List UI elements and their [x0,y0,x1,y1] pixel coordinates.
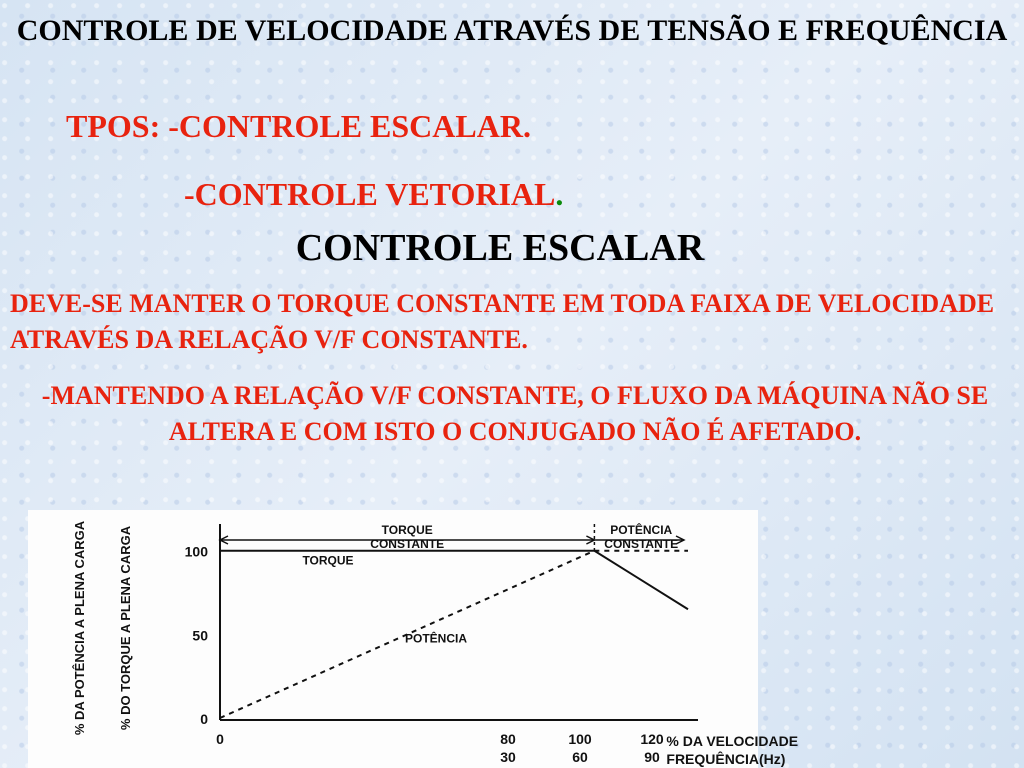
region-2-label-line-1: POTÊNCIA [610,523,673,537]
torque-power-chart [28,510,799,768]
region-2-label-line-2: CONSTANTE [604,537,679,551]
x-tick-label: 0 [216,731,224,747]
y-tick-label: 0 [200,711,208,727]
slide-title: CONTROLE DE VELOCIDADE ATRAVÉS DE TENSÃO E FREQUÊNCIA [16,14,1008,47]
paragraph-vf-ratio: -MANTENDO A RELAÇÃO V/F CONSTANTE, O FLUXO DA MÁQUINA NÃO SE ALTERA E COM ISTO O CONJUGADO NÃO É AFETADO. [41,381,989,446]
y-axis-label-torque: % DO TORQUE A PLENA CARGA [118,525,133,731]
y-tick-label: 50 [192,627,208,644]
freq-tick-label: 90 [644,749,660,765]
section-subtitle: CONTROLE ESCALAR [295,227,705,269]
freq-tick-label: 60 [572,749,588,765]
control-types-line-2 [184,176,563,213]
control-types-line-2-dot: . [555,176,564,212]
series-line-torque [220,551,688,610]
y-axis-label-power: % DA POTÊNCIA A PLENA CARGA [72,520,87,736]
freq-tick-label: 30 [500,749,516,765]
y-tick-label: 100 [184,543,208,560]
x-tick-label: 80 [500,731,516,747]
control-types-line-1: TPOS: -CONTROLE ESCALAR. [66,108,531,144]
series-label-power: POTÊNCIA [404,631,468,646]
chart-panel [28,510,799,768]
control-types-line-2-text: -CONTROLE VETORIAL [184,176,556,212]
paragraph-torque-constant: DEVE-SE MANTER O TORQUE CONSTANTE EM TODA FAIXA DE VELOCIDADE ATRAVÉS DA RELAÇÃO V/F CONSTANTE. [10,289,995,354]
x-axis-label-speed: % DA VELOCIDADE [666,733,799,749]
region-1-label-line-2: CONSTANTE [370,537,445,551]
x-tick-label: 100 [568,731,592,747]
region-1-label-line-1: TORQUE [381,523,433,537]
series-label-torque: TORQUE [302,553,354,568]
x-tick-label: 120 [640,731,664,747]
x-axis-label-frequency: FREQUÊNCIA(Hz) [666,751,786,767]
